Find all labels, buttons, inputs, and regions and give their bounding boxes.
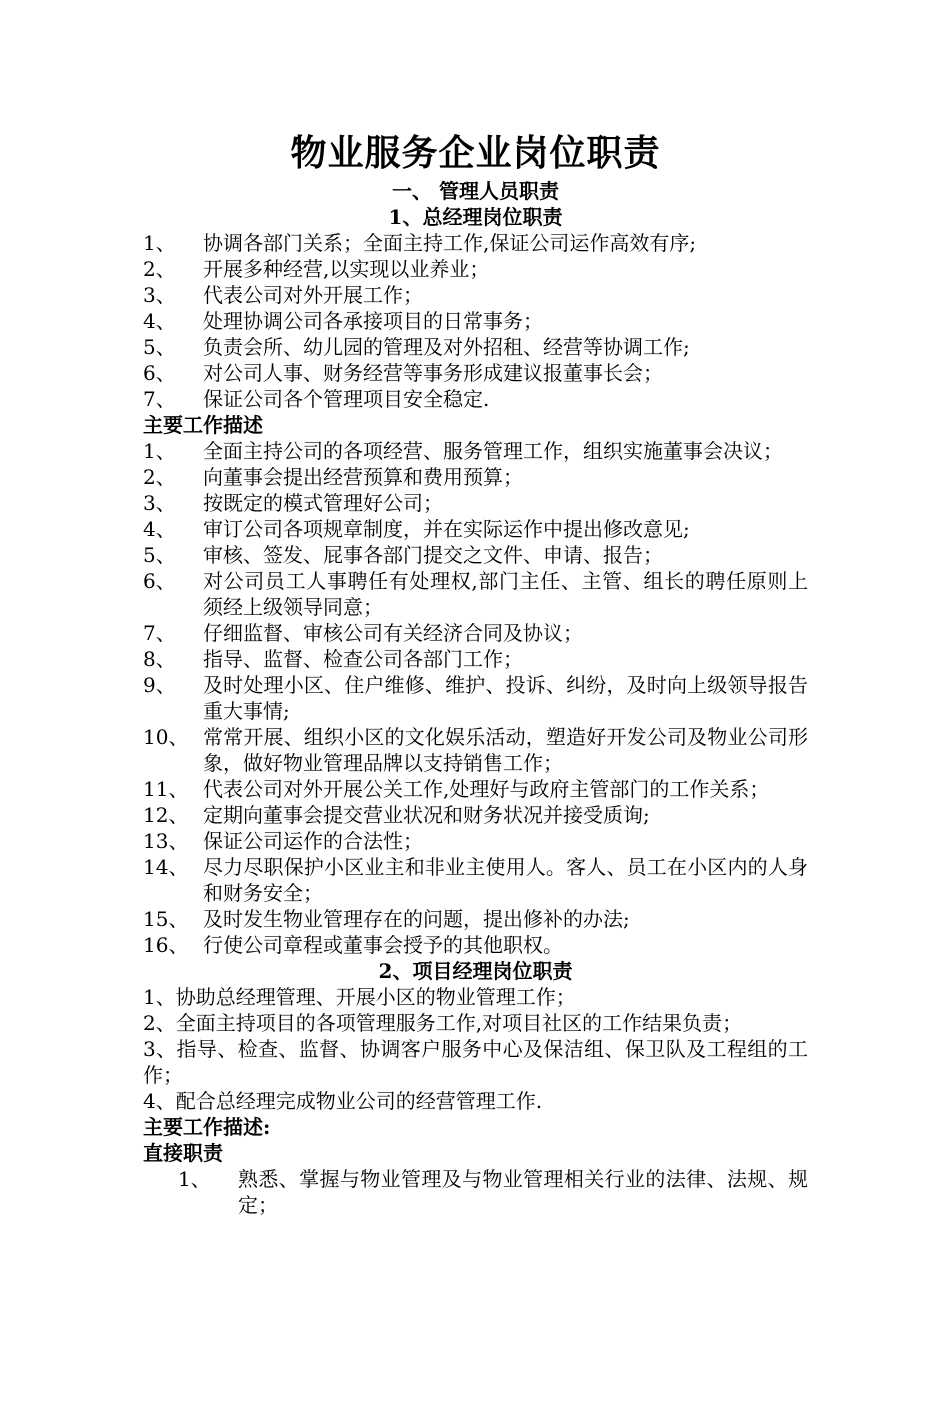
list-item [143,620,808,646]
list-item [143,828,808,854]
list-item-text: 向董事会提出经营预算和费用预算； [203,465,523,489]
list-item [143,906,808,932]
paragraph-item: 1、协助总经理管理、开展小区的物业管理工作； [143,985,576,1009]
list-item-text: 对公司员工人事聘任有处理权,部门主任、主管、组长的聘任原则上须经上级领导同意； [203,569,808,619]
list-item-number: 1、 [143,439,176,463]
list-item [143,932,808,958]
list-item [143,464,808,490]
list-item-text: 处理协调公司各承接项目的日常事务； [203,309,543,333]
gm-duties-list [143,230,808,412]
paragraph-item: 2、全面主持项目的各项管理服务工作,对项目社区的工作结果负责； [143,1011,743,1035]
list-item [143,490,808,516]
list-item-number: 3、 [143,491,176,515]
paragraph-item: 3、指导、检查、监督、协调客户服务中心及保洁组、保卫队及工程组的工作； [143,1037,808,1087]
list-item [143,282,808,308]
list-item [143,672,808,724]
list-item-text: 及时发生物业管理存在的问题，提出修补的办法; [203,907,630,931]
list-item-text: 负责会所、幼儿园的管理及对外招租、经营等协调工作; [203,335,690,359]
list-item-number: 8、 [143,647,176,671]
list-item-text: 常常开展、组织小区的文化娱乐活动，塑造好开发公司及物业公司形象，做好物业管理品牌以支持销售工作； [203,725,808,775]
list-item-number: 1、 [143,231,176,255]
list-item [143,516,808,542]
list-item [143,230,808,256]
list-item-text: 审订公司各项规章制度，并在实际运作中提出修改意见; [203,517,690,541]
list-item-text: 指导、监督、检查公司各部门工作； [203,647,523,671]
list-item-text: 仔细监督、审核公司有关经济合同及协议； [203,621,583,645]
list-item [143,308,808,334]
list-item [143,256,808,282]
paragraph-item: 4、配合总经理完成物业公司的经营管理工作. [143,1089,543,1113]
list-item [143,334,808,360]
subsection-heading-gm: 1、总经理岗位职责 [388,205,563,229]
list-item-text: 行使公司章程或董事会授予的其他职权。 [203,933,563,957]
list-item-number: 2、 [143,257,176,281]
list-item-number: 10、 [143,725,189,749]
list-item [143,542,808,568]
list-item-number: 15、 [143,907,189,931]
document-title: 物业服务企业岗位职责 [290,132,661,174]
list-item-text: 代表公司对外开展工作； [203,283,423,307]
list-item-text: 保证公司运作的合法性； [203,829,423,853]
list-item-number: 11、 [143,777,189,801]
list-item-text: 保证公司各个管理项目安全稳定. [203,387,490,411]
list-item-number: 16、 [143,933,189,957]
pm-direct-list [143,1166,808,1218]
list-item-text: 开展多种经营,以实现以业养业； [203,257,490,281]
list-item-number: 13、 [143,829,189,853]
list-item-number: 12、 [143,803,189,827]
list-item-text: 审核、签发、屁事各部门提交之文件、申请、报告； [203,543,663,567]
subsection-heading-pm: 2、项目经理岗位职责 [378,959,573,983]
list-item [143,568,808,620]
list-item-number: 7、 [143,621,176,645]
list-item-number: 4、 [143,309,176,333]
list-item-number: 4、 [143,517,176,541]
list-item-text: 全面主持公司的各项经营、服务管理工作，组织实施董事会决议； [203,439,783,463]
list-item [143,386,808,412]
list-item [143,854,808,906]
list-item [143,802,808,828]
list-item-text: 尽力尽职保护小区业主和非业主使用人。客人、员工在小区内的人身和财务安全； [203,855,808,905]
list-item [143,360,808,386]
list-item-number: 3、 [143,283,176,307]
list-item-number: 9、 [143,673,176,697]
list-item-number: 7、 [143,387,176,411]
section-heading: 一、 管理人员职责 [392,179,559,203]
list-item-number: 2、 [143,465,176,489]
list-item-number: 5、 [143,543,176,567]
list-item-number: 14、 [143,855,189,879]
pm-work-heading: 主要工作描述: [143,1115,271,1139]
list-item-text: 对公司人事、财务经营等事务形成建议报董事长会； [203,361,663,385]
list-item-text: 及时处理小区、住户维修、维护、投诉、纠纷，及时向上级领导报告重大事情; [203,673,808,723]
list-item [143,724,808,776]
gm-work-list [143,438,808,958]
list-item-number: 5、 [143,335,176,359]
list-item-text: 定期向董事会提交营业状况和财务状况并接受质询; [203,803,650,827]
gm-work-heading: 主要工作描述 [143,413,263,437]
list-item-number: 1、 [178,1167,211,1191]
list-item-text: 按既定的模式管理好公司； [203,491,443,515]
list-item [143,1166,808,1218]
pm-duties-list [143,984,808,1114]
pm-direct-heading: 直接职责 [143,1141,223,1165]
list-item-text: 熟悉、掌握与物业管理及与物业管理相关行业的法律、法规、规定； [238,1167,808,1217]
list-item-text: 代表公司对外开展公关工作,处理好与政府主管部门的工作关系； [203,777,770,801]
list-item-number: 6、 [143,569,176,593]
list-item [143,646,808,672]
list-item-number: 6、 [143,361,176,385]
list-item [143,438,808,464]
list-item-text: 协调各部门关系；全面主持工作,保证公司运作高效有序; [203,231,697,255]
document-page [143,128,808,1218]
list-item [143,776,808,802]
